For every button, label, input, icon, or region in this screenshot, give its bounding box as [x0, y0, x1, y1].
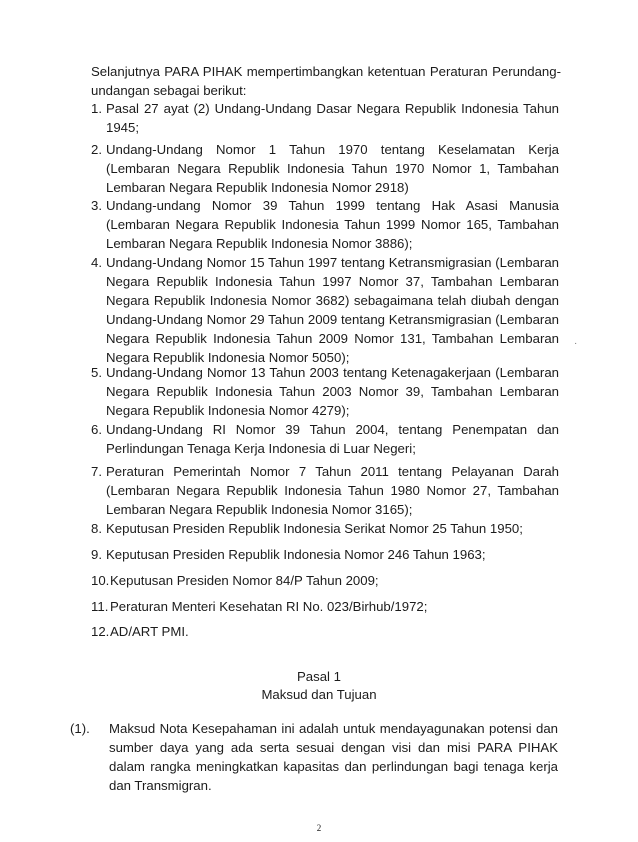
- list-item-number: 1.: [91, 101, 102, 116]
- list-item: [91, 253, 559, 367]
- list-item: [91, 462, 559, 519]
- list-item-text: Undang-undang Nomor 39 Tahun 1999 tentang Hak Asasi Manusia (Lembaran Negara Republik Indonesia Tahun 1999 Nomor 165, Tambahan Lembaran Negara Republik Indonesia Nomor 3886);: [106, 198, 559, 251]
- list-item-number: 3.: [91, 198, 102, 213]
- list-item-number: 12.: [91, 624, 110, 639]
- pasal-heading: Pasal 1: [297, 669, 341, 684]
- list-item-text: Peraturan Pemerintah Nomor 7 Tahun 2011 tentang Pelayanan Darah (Lembaran Negara Republik Indonesia Tahun 1980 Nomor 27, Tambahan Lembaran Negara Republik Indonesia Nomor 3165);: [106, 464, 559, 517]
- list-item-number: 6.: [91, 422, 102, 437]
- paragraph-text: Maksud Nota Kesepahaman ini adalah untuk mendayagunakan potensi dan sumber daya yang ada serta sesuai dengan visi dan misi PARA PIHAK dalam rangka meningkatkan kapasitas dan perlindungan bagi tenaga kerja dan Transmigran.: [109, 721, 558, 793]
- list-item-text: Undang-Undang RI Nomor 39 Tahun 2004, tentang Penempatan dan Perlindungan Tenaga Kerja Indonesia di Luar Negeri;: [106, 422, 559, 456]
- list-item: [91, 363, 559, 420]
- list-item: [91, 622, 559, 641]
- list-item-text: Undang-Undang Nomor 13 Tahun 2003 tentang Ketenagakerjaan (Lembaran Negara Republik Indonesia Tahun 2003 Nomor 39, Tambahan Lembaran Negara Republik Indonesia Nomor 4279);: [106, 365, 559, 418]
- list-item: [91, 571, 559, 590]
- list-item-number: 9.: [91, 547, 102, 562]
- list-item-number: 2.: [91, 142, 102, 157]
- list-item-text: Keputusan Presiden Nomor 84/P Tahun 2009;: [110, 573, 379, 588]
- list-item-number: 4.: [91, 255, 102, 270]
- list-item: [91, 196, 559, 253]
- list-item: [91, 99, 559, 137]
- pasal-paragraph: [70, 719, 558, 795]
- list-item: [91, 140, 559, 197]
- list-item: [91, 420, 559, 458]
- list-item-text: Undang-Undang Nomor 15 Tahun 1997 tentang Ketransmigrasian (Lembaran Negara Republik Indonesia Tahun 1997 Nomor 37, Tambahan Lembaran Negara Republik Indonesia Nomor 3682) sebagaimana telah diubah dengan Undang-Undang Nomor 29 Tahun 2009 tentang Ketransmigrasian (Lembaran Negara Republik Indonesia Tahun 2009 Nomor 131, Tambahan Lembaran Negara Republik Indonesia Nomor 5050);: [106, 255, 559, 365]
- list-item-number: 8.: [91, 521, 102, 536]
- list-item-text: Keputusan Presiden Republik Indonesia Serikat Nomor 25 Tahun 1950;: [106, 521, 523, 536]
- list-item-number: 7.: [91, 464, 102, 479]
- list-item-text: AD/ART PMI.: [110, 624, 189, 639]
- list-item-text: Keputusan Presiden Republik Indonesia Nomor 246 Tahun 1963;: [106, 547, 486, 562]
- list-item-text: Peraturan Menteri Kesehatan RI No. 023/Birhub/1972;: [110, 599, 428, 614]
- pasal-subheading: Maksud dan Tujuan: [261, 687, 377, 702]
- list-item-number: 11.: [91, 599, 109, 614]
- intro-paragraph: Selanjutnya PARA PIHAK mempertimbangkan ketentuan Peraturan Perundang-undangan sebagai berikut:: [91, 64, 561, 98]
- paragraph-number: (1).: [70, 721, 90, 736]
- list-item: [91, 545, 559, 564]
- list-item-number: 5.: [91, 365, 102, 380]
- list-item: [91, 519, 559, 538]
- page-number: 2: [316, 823, 322, 833]
- list-item-text: Pasal 27 ayat (2) Undang-Undang Dasar Negara Republik Indonesia Tahun 1945;: [106, 101, 559, 135]
- list-item-number: 10.: [91, 573, 110, 588]
- list-item: [91, 597, 559, 616]
- scan-artifact-dot: ·: [574, 338, 578, 349]
- list-item-text: Undang-Undang Nomor 1 Tahun 1970 tentang Keselamatan Kerja (Lembaran Negara Republik Indonesia Tahun 1970 Nomor 1, Tambahan Lembaran Negara Republik Indonesia Nomor 2918): [106, 142, 559, 195]
